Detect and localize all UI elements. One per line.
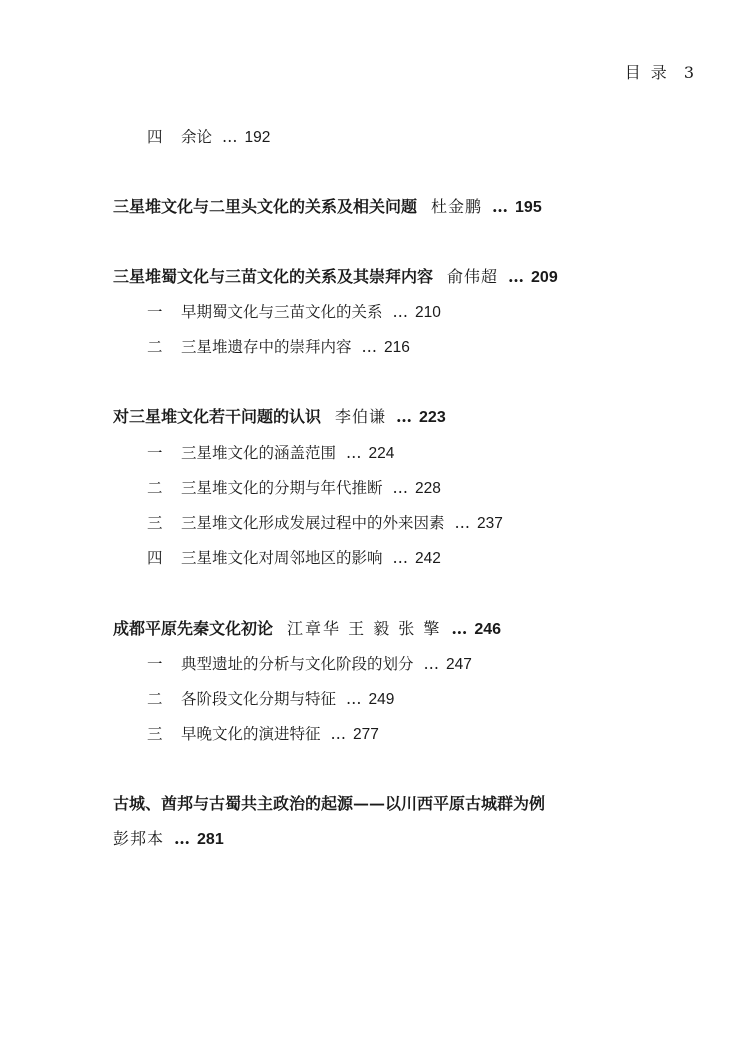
toc-section-entry[interactable]: [147, 689, 394, 710]
section-number: 四: [147, 549, 163, 567]
article-title: 对三星堆文化若干问题的认识: [113, 407, 322, 426]
section-number: 三: [147, 725, 163, 743]
leader-dots: …: [392, 549, 410, 567]
leader-dots: …: [454, 514, 472, 532]
article-title: 三星堆蜀文化与三苗文化的关系及其崇拜内容: [113, 267, 434, 286]
article-author: 李伯谦: [335, 407, 387, 426]
leader-dots: …: [222, 128, 239, 146]
leader-dots: …: [392, 479, 410, 497]
section-number: 一: [147, 444, 163, 462]
section-title: 三星堆文化的分期与年代推断: [181, 479, 383, 497]
page-ref: 277: [353, 726, 379, 743]
toc-section-entry[interactable]: [147, 513, 503, 534]
page-ref: 281: [197, 831, 224, 848]
article-authors: 江章华 王 毅 张 擎: [287, 619, 442, 638]
section-title: 三星堆文化的涵盖范围: [181, 444, 337, 462]
leader-dots: …: [451, 619, 469, 638]
leader-dots: …: [423, 655, 441, 673]
leader-dots: …: [174, 829, 192, 848]
leader-dots: …: [346, 444, 363, 462]
article-title: 三星堆文化与二里头文化的关系及相关问题: [113, 197, 418, 216]
section-title: 余论: [181, 128, 213, 146]
toc-article-entry[interactable]: [113, 407, 446, 428]
page-ref: 195: [515, 199, 542, 216]
page-ref: 224: [368, 445, 395, 462]
section-number: 三: [147, 514, 163, 532]
section-number: 二: [147, 690, 163, 708]
section-title: 三星堆文化对周邻地区的影响: [181, 549, 383, 567]
page-ref: 228: [415, 480, 441, 497]
running-header: [625, 60, 696, 83]
header-title: 目录: [624, 63, 677, 82]
toc-section-entry[interactable]: [147, 654, 472, 675]
leader-dots: …: [361, 338, 379, 356]
section-title: 三星堆文化形成发展过程中的外来因素: [181, 514, 445, 532]
toc-article-entry[interactable]: [113, 267, 558, 288]
page-ref: 237: [477, 515, 503, 532]
article-author: 俞伟超: [447, 267, 499, 286]
toc-article-entry[interactable]: [113, 619, 501, 640]
toc-article-entry[interactable]: [113, 794, 545, 814]
section-number: 一: [147, 303, 163, 321]
leader-dots: …: [396, 407, 414, 426]
section-number: 四: [147, 128, 163, 146]
toc-article-entry[interactable]: [113, 197, 542, 218]
toc-section-entry[interactable]: [147, 478, 441, 499]
page-ref: 210: [415, 304, 441, 321]
section-number: 二: [147, 479, 163, 497]
page-ref: 249: [368, 691, 395, 708]
toc-section-entry[interactable]: [147, 337, 410, 358]
article-author: 彭邦本: [113, 829, 165, 848]
article-author: 杜金鹏: [431, 197, 483, 216]
toc-section-entry[interactable]: [147, 548, 441, 569]
toc-section-entry[interactable]: [147, 302, 441, 323]
page-ref: 247: [446, 656, 472, 673]
toc-section-entry[interactable]: [147, 724, 379, 745]
toc-section-entry[interactable]: [147, 127, 270, 148]
header-page-number: 3: [683, 63, 696, 82]
page-ref: 223: [419, 409, 446, 426]
section-title: 典型遗址的分析与文化阶段的划分: [181, 655, 414, 673]
page-ref: 209: [531, 269, 558, 286]
page-ref: 242: [415, 550, 441, 567]
section-number: 一: [147, 655, 163, 673]
page-ref: 192: [244, 129, 271, 146]
leader-dots: …: [392, 303, 410, 321]
page-ref: 246: [474, 621, 502, 638]
section-title: 各阶段文化分期与特征: [181, 690, 337, 708]
leader-dots: …: [492, 197, 510, 216]
page-ref: 216: [384, 339, 410, 356]
leader-dots: …: [330, 725, 348, 743]
toc-article-author-line[interactable]: [113, 829, 224, 850]
section-number: 二: [147, 338, 163, 356]
section-title: 早期蜀文化与三苗文化的关系: [181, 303, 383, 321]
toc-section-entry[interactable]: [147, 443, 394, 464]
leader-dots: …: [508, 267, 526, 286]
section-title: 早晚文化的演进特征: [181, 725, 321, 743]
leader-dots: …: [346, 690, 363, 708]
article-title: 成都平原先秦文化初论: [113, 619, 274, 638]
article-title: 古城、酋邦与古蜀共主政治的起源——以川西平原古城群为例: [113, 794, 546, 813]
section-title: 三星堆遗存中的崇拜内容: [181, 338, 352, 356]
